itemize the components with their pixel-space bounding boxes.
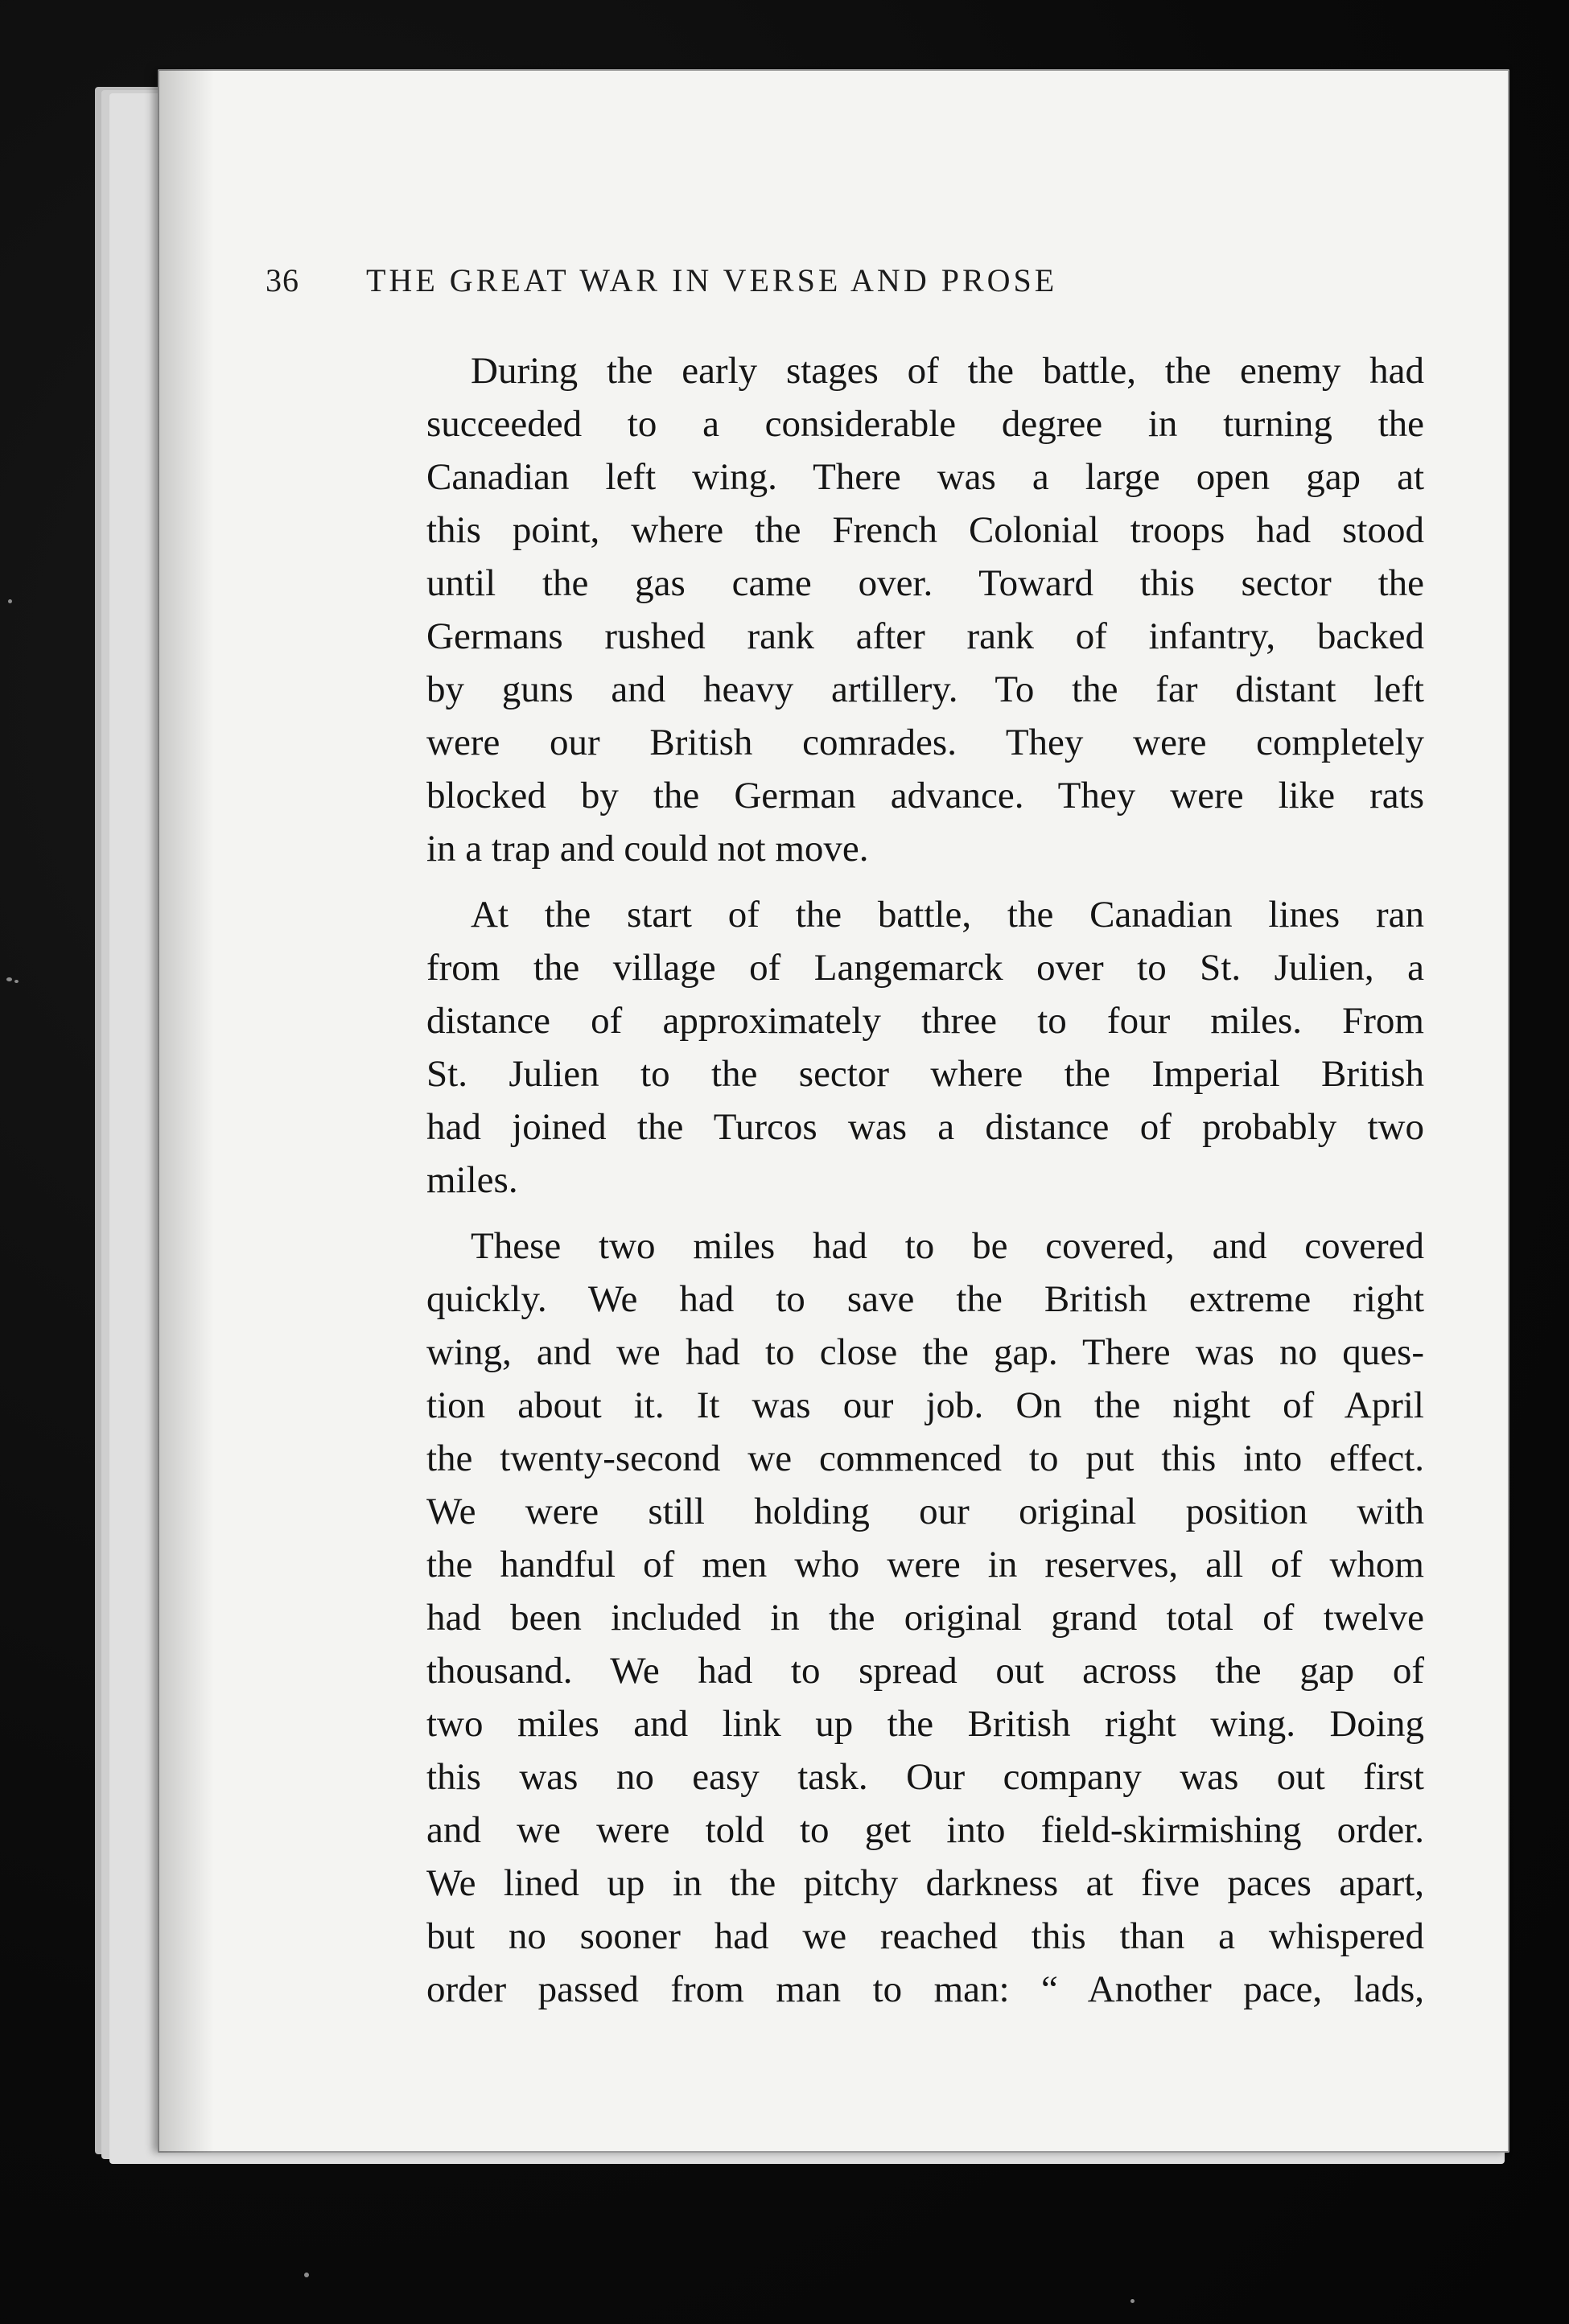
- text-line: the handful of men who were in reserves, all of whom: [426, 1544, 1424, 1586]
- text-line: These two miles had to be covered, and covered: [471, 1225, 1424, 1267]
- text-line: order passed from man to man: “ Another pace, lads,: [426, 1968, 1424, 2010]
- text-line: We were still holding our original position with: [426, 1491, 1424, 1532]
- text-line: until the gas came over. Toward this sector the: [426, 562, 1424, 604]
- text-line: the twenty-second we commenced to put this into effect.: [426, 1438, 1424, 1479]
- text-line: quickly. We had to save the British extreme right: [426, 1278, 1424, 1320]
- text-line: miles.: [426, 1159, 518, 1201]
- paragraph: [426, 1220, 1424, 2016]
- dust-speck: [6, 977, 12, 981]
- text-line: Canadian left wing. There was a large open gap at: [426, 456, 1424, 498]
- text-line: in a trap and could not move.: [426, 828, 869, 870]
- text-line: distance of approximately three to four miles. From: [426, 1000, 1424, 1042]
- dust-speck: [304, 2273, 309, 2277]
- text-line: Germans rushed rank after rank of infantry, backed: [426, 615, 1424, 657]
- body-text: [426, 344, 1424, 2016]
- paragraph: [426, 888, 1424, 1207]
- text-line: During the early stages of the battle, the enemy had: [471, 350, 1424, 392]
- dust-speck: [1130, 2299, 1135, 2303]
- text-line: but no sooner had we reached this than a whispered: [426, 1915, 1424, 1957]
- page-number: 36: [266, 262, 299, 298]
- running-title: THE GREAT WAR IN VERSE AND PROSE: [366, 262, 1058, 298]
- running-head: [266, 261, 1303, 310]
- dust-speck: [14, 980, 19, 983]
- text-line: tion about it. It was our job. On the night of April: [426, 1384, 1424, 1426]
- text-line: St. Julien to the sector where the Imperial British: [426, 1053, 1424, 1095]
- text-line: were our British comrades. They were completely: [426, 722, 1424, 763]
- paragraph: [426, 344, 1424, 875]
- text-line: blocked by the German advance. They were like rats: [426, 775, 1424, 816]
- text-line: had joined the Turcos was a distance of probably two: [426, 1106, 1424, 1148]
- text-line: from the village of Langemarck over to St. Julien, a: [426, 947, 1424, 989]
- dust-speck: [8, 599, 12, 603]
- text-line: this was no easy task. Our company was out first: [426, 1756, 1424, 1798]
- text-line: and we were told to get into field-skirmishing order.: [426, 1809, 1424, 1851]
- text-line: succeeded to a considerable degree in turning the: [426, 403, 1424, 445]
- text-line: wing, and we had to close the gap. There was no ques-: [426, 1331, 1424, 1373]
- text-line: this point, where the French Colonial troops had stood: [426, 509, 1424, 551]
- text-line: At the start of the battle, the Canadian lines ran: [471, 894, 1424, 936]
- text-line: two miles and link up the British right wing. Doing: [426, 1703, 1424, 1745]
- text-line: had been included in the original grand total of twelve: [426, 1597, 1424, 1639]
- text-line: We lined up in the pitchy darkness at five paces apart,: [426, 1862, 1424, 1904]
- text-line: by guns and heavy artillery. To the far distant left: [426, 668, 1424, 710]
- text-line: thousand. We had to spread out across the gap of: [426, 1650, 1424, 1692]
